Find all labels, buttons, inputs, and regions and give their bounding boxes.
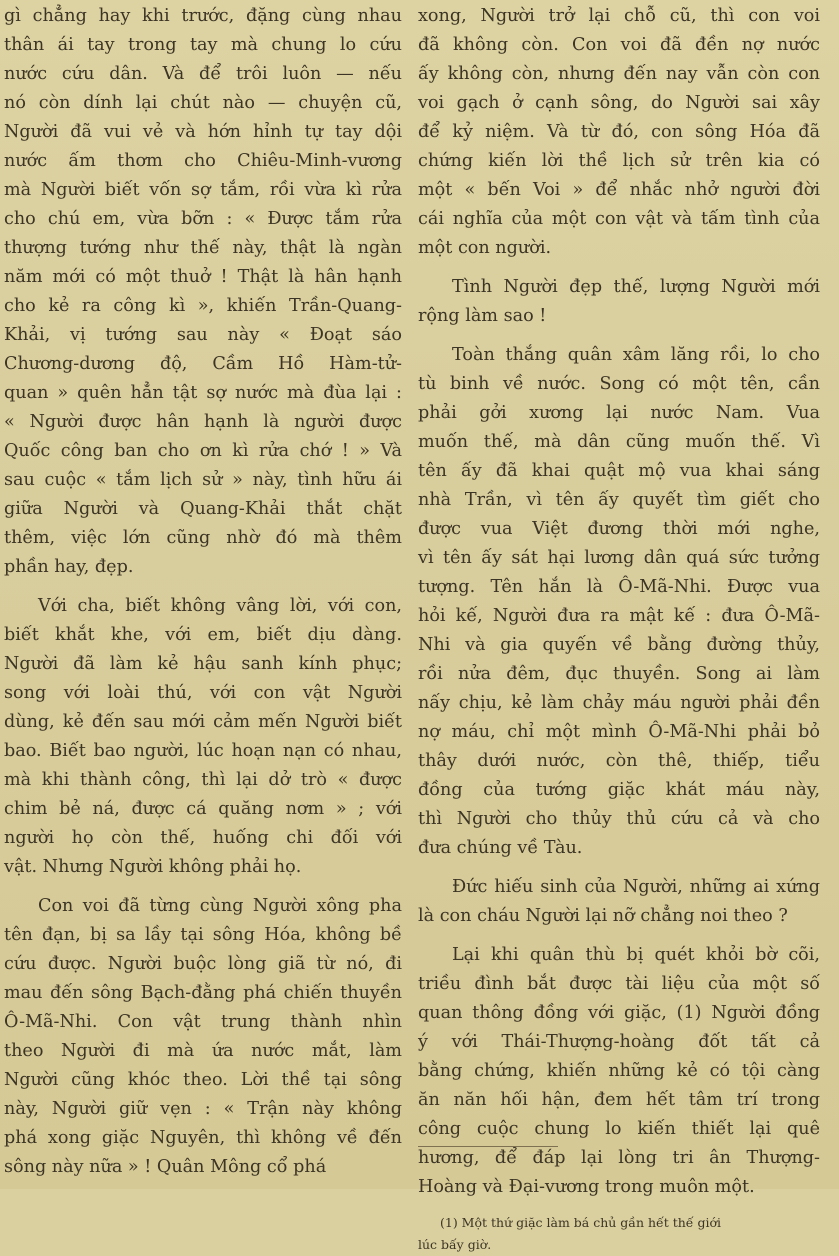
right-column bbox=[418, 0, 820, 1252]
text-line: phần hay, đẹp. bbox=[4, 557, 134, 577]
text-line: được vua Việt đương thời mới nghe, bbox=[418, 519, 820, 539]
text-line: vì tên ấy sát hại lương dân quá sức tưởng bbox=[418, 548, 820, 568]
text-line: Lại khi quân thù bị quét khỏi bờ cõi, bbox=[452, 945, 820, 965]
text-line: mà khi thành công, thì lại dở trò « được bbox=[4, 770, 402, 790]
text-line: đồng của tướng giặc khát máu này, bbox=[418, 780, 820, 800]
footnote-text: (1) Một thứ giặc làm bá chủ gần hết thế giới bbox=[440, 1215, 721, 1230]
text-line: muốn thế, mà dân cũng muốn thế. Vì bbox=[418, 432, 820, 452]
paragraph-gap bbox=[418, 863, 820, 873]
footnote-divider bbox=[418, 1146, 558, 1147]
text-line: sau cuộc « tắm lịch sử » này, tình hữu ái bbox=[4, 470, 402, 490]
text-line: nó còn dính lại chút nào — chuyện cũ, bbox=[4, 93, 402, 113]
text-line: triều đình bắt được tài liệu của một số bbox=[418, 974, 820, 994]
paragraph-gap bbox=[418, 931, 820, 941]
text-line: đưa chúng về Tàu. bbox=[418, 838, 583, 858]
text-line: cho kẻ ra công kì », khiến Trần-Quang- bbox=[4, 296, 402, 316]
text-line: này, Người giữ vẹn : « Trận này không bbox=[4, 1099, 402, 1119]
text-line: ăn năn hối hận, đem hết tâm trí trong bbox=[418, 1090, 820, 1110]
text-line: biết khắt khe, với em, biết dịu dàng. bbox=[4, 625, 402, 645]
text-line: cái nghĩa của một con vật và tấm tình của bbox=[418, 209, 820, 229]
text-line: thân ái tay trong tay mà chung lo cứu bbox=[4, 35, 402, 55]
text-line: quan » quên hẳn tật sợ nước mà đùa lại : bbox=[4, 383, 402, 403]
text-line: nước ấm thơm cho Chiêu-Minh-vương bbox=[4, 151, 402, 171]
text-line: người họ còn thế, huống chi đối với bbox=[4, 828, 402, 848]
text-line: hương, để đáp lại lòng tri ân Thượng- bbox=[418, 1148, 820, 1168]
text-line: thượng tướng như thế này, thật là ngàn bbox=[4, 238, 402, 258]
paragraph bbox=[4, 892, 402, 1182]
text-line: cho chú em, vừa bỡn : « Được tắm rửa bbox=[4, 209, 402, 229]
text-line: là con cháu Người lại nỡ chẳng noi theo ? bbox=[418, 906, 788, 926]
text-line: Tình Người đẹp thế, lượng Người mới bbox=[452, 277, 820, 297]
text-line: gì chẳng hay khi trước, đặng cùng nhau bbox=[4, 6, 402, 26]
text-line: đã không còn. Con voi đã đền nợ nước bbox=[418, 35, 820, 55]
text-line: Với cha, biết không vâng lời, với con, bbox=[38, 596, 402, 616]
text-line: chim bẻ ná, được cá quăng nơm » ; với bbox=[4, 799, 402, 819]
text-line: xong, Người trở lại chỗ cũ, thì con voi bbox=[418, 6, 820, 26]
text-line: rộng làm sao ! bbox=[418, 306, 547, 326]
text-line: voi gạch ở cạnh sông, do Người sai xây bbox=[418, 93, 820, 113]
paragraph bbox=[418, 2, 820, 263]
text-line: chứng kiến lời thề lịch sử trên kia có bbox=[418, 151, 820, 171]
paragraph-gap bbox=[418, 331, 820, 341]
left-column bbox=[4, 0, 402, 1189]
paragraph-gap bbox=[4, 582, 402, 592]
text-line: ấy không còn, nhưng đến nay vẫn còn con bbox=[418, 64, 820, 84]
footnote-continuation: lúc bấy giờ. bbox=[418, 1237, 492, 1252]
text-line: giữa Người và Quang-Khải thắt chặt bbox=[4, 499, 402, 519]
paragraph bbox=[418, 273, 820, 331]
text-line: song với loài thú, với con vật Người bbox=[4, 683, 402, 703]
text-line: để kỷ niệm. Và từ đó, con sông Hóa đã bbox=[418, 122, 820, 142]
paragraph bbox=[418, 873, 820, 931]
text-line: Ô-Mã-Nhi. Con vật trung thành nhìn bbox=[4, 1012, 402, 1032]
text-line: bao. Biết bao người, lúc hoạn nạn có nhau, bbox=[4, 741, 402, 761]
text-line: tên ấy đã khai quật mộ vua khai sáng bbox=[418, 461, 820, 481]
text-line: quan thông đồng với giặc, (1) Người đồng bbox=[418, 1003, 820, 1023]
text-line: Quốc công ban cho ơn kì rửa chớ ! » Và bbox=[4, 441, 402, 461]
text-line: Toàn thắng quân xâm lăng rồi, lo cho bbox=[452, 345, 820, 365]
text-line: Khải, vị tướng sau này « Đoạt sáo bbox=[4, 325, 402, 345]
text-line: phải gởi xương lại nước Nam. Vua bbox=[418, 403, 820, 423]
paragraph bbox=[418, 941, 820, 1202]
text-line: sông này nữa » ! Quân Mông cổ phá bbox=[4, 1157, 327, 1177]
text-line: một « bến Voi » để nhắc nhở người đời bbox=[418, 180, 820, 200]
text-line: Người đã làm kẻ hậu sanh kính phục; bbox=[4, 654, 402, 674]
text-line: nấy chịu, kẻ làm chảy máu người phải đền bbox=[418, 693, 820, 713]
paragraph bbox=[4, 592, 402, 882]
text-line: mau đến sông Bạch-đằng phá chiến thuyền bbox=[4, 983, 402, 1003]
footnote bbox=[418, 1212, 820, 1256]
text-line: hỏi kế, Người đưa ra mật kế : đưa Ô-Mã- bbox=[418, 606, 820, 626]
text-line: nhà Trần, vì tên ấy quyết tìm giết cho bbox=[418, 490, 820, 510]
text-line: thây dưới nước, còn thê, thiếp, tiểu bbox=[418, 751, 820, 771]
text-line: Người đã vui vẻ và hớn hỉnh tự tay dội bbox=[4, 122, 402, 142]
text-line: Con voi đã từng cùng Người xông pha bbox=[38, 896, 402, 916]
paragraph-gap bbox=[418, 263, 820, 273]
text-line: rồi nửa đêm, đục thuyền. Song ai làm bbox=[418, 664, 820, 684]
text-line: Nhi và gia quyến về bằng đường thủy, bbox=[418, 635, 820, 655]
text-line: một con người. bbox=[418, 238, 552, 258]
paragraph bbox=[418, 341, 820, 863]
text-line: thêm, việc lớn cũng nhờ đó mà thêm bbox=[4, 528, 402, 548]
text-line: cứu được. Người buộc lòng giã từ nó, đi bbox=[4, 954, 402, 974]
text-line: thì Người cho thủy thủ cứu cả và cho bbox=[418, 809, 820, 829]
text-line: nợ máu, chỉ một mình Ô-Mã-Nhi phải bỏ bbox=[418, 722, 820, 742]
text-line: phá xong giặc Nguyên, thì không về đến bbox=[4, 1128, 402, 1148]
text-line: Chương-dương độ, Cầm Hồ Hàm-tử- bbox=[4, 354, 402, 374]
paragraph bbox=[4, 2, 402, 582]
text-line: mà Người biết vốn sợ tắm, rồi vừa kì rửa bbox=[4, 180, 402, 200]
text-line: theo Người đi mà ứa nước mắt, làm bbox=[4, 1041, 402, 1061]
text-line: Người cũng khóc theo. Lời thề tại sông bbox=[4, 1070, 402, 1090]
text-line: bằng chứng, khiến những kẻ có tội càng bbox=[418, 1061, 820, 1081]
text-line: ý với Thái-Thượng-hoàng đốt tất cả bbox=[418, 1032, 820, 1052]
text-line: công cuộc chung lo kiến thiết lại quê bbox=[418, 1119, 820, 1139]
text-line: năm mới có một thuở ! Thật là hân hạnh bbox=[4, 267, 402, 287]
text-line: vật. Nhưng Người không phải họ. bbox=[4, 857, 302, 877]
text-line: Đức hiếu sinh của Người, những ai xứng bbox=[452, 877, 820, 897]
text-line: nước cứu dân. Và để trôi luôn — nếu bbox=[4, 64, 402, 84]
text-line: tù binh về nước. Song có một tên, cần bbox=[418, 374, 820, 394]
text-line: dùng, kẻ đến sau mới cảm mến Người biết bbox=[4, 712, 402, 732]
text-line: tượng. Tên hắn là Ô-Mã-Nhi. Được vua bbox=[418, 577, 820, 597]
text-line: tên đạn, bị sa lầy tại sông Hóa, không bề bbox=[4, 925, 402, 945]
text-line: « Người được hân hạnh là người được bbox=[4, 412, 402, 432]
text-line: Hoàng và Đại-vương trong muôn một. bbox=[418, 1177, 755, 1197]
paragraph-gap bbox=[4, 882, 402, 892]
